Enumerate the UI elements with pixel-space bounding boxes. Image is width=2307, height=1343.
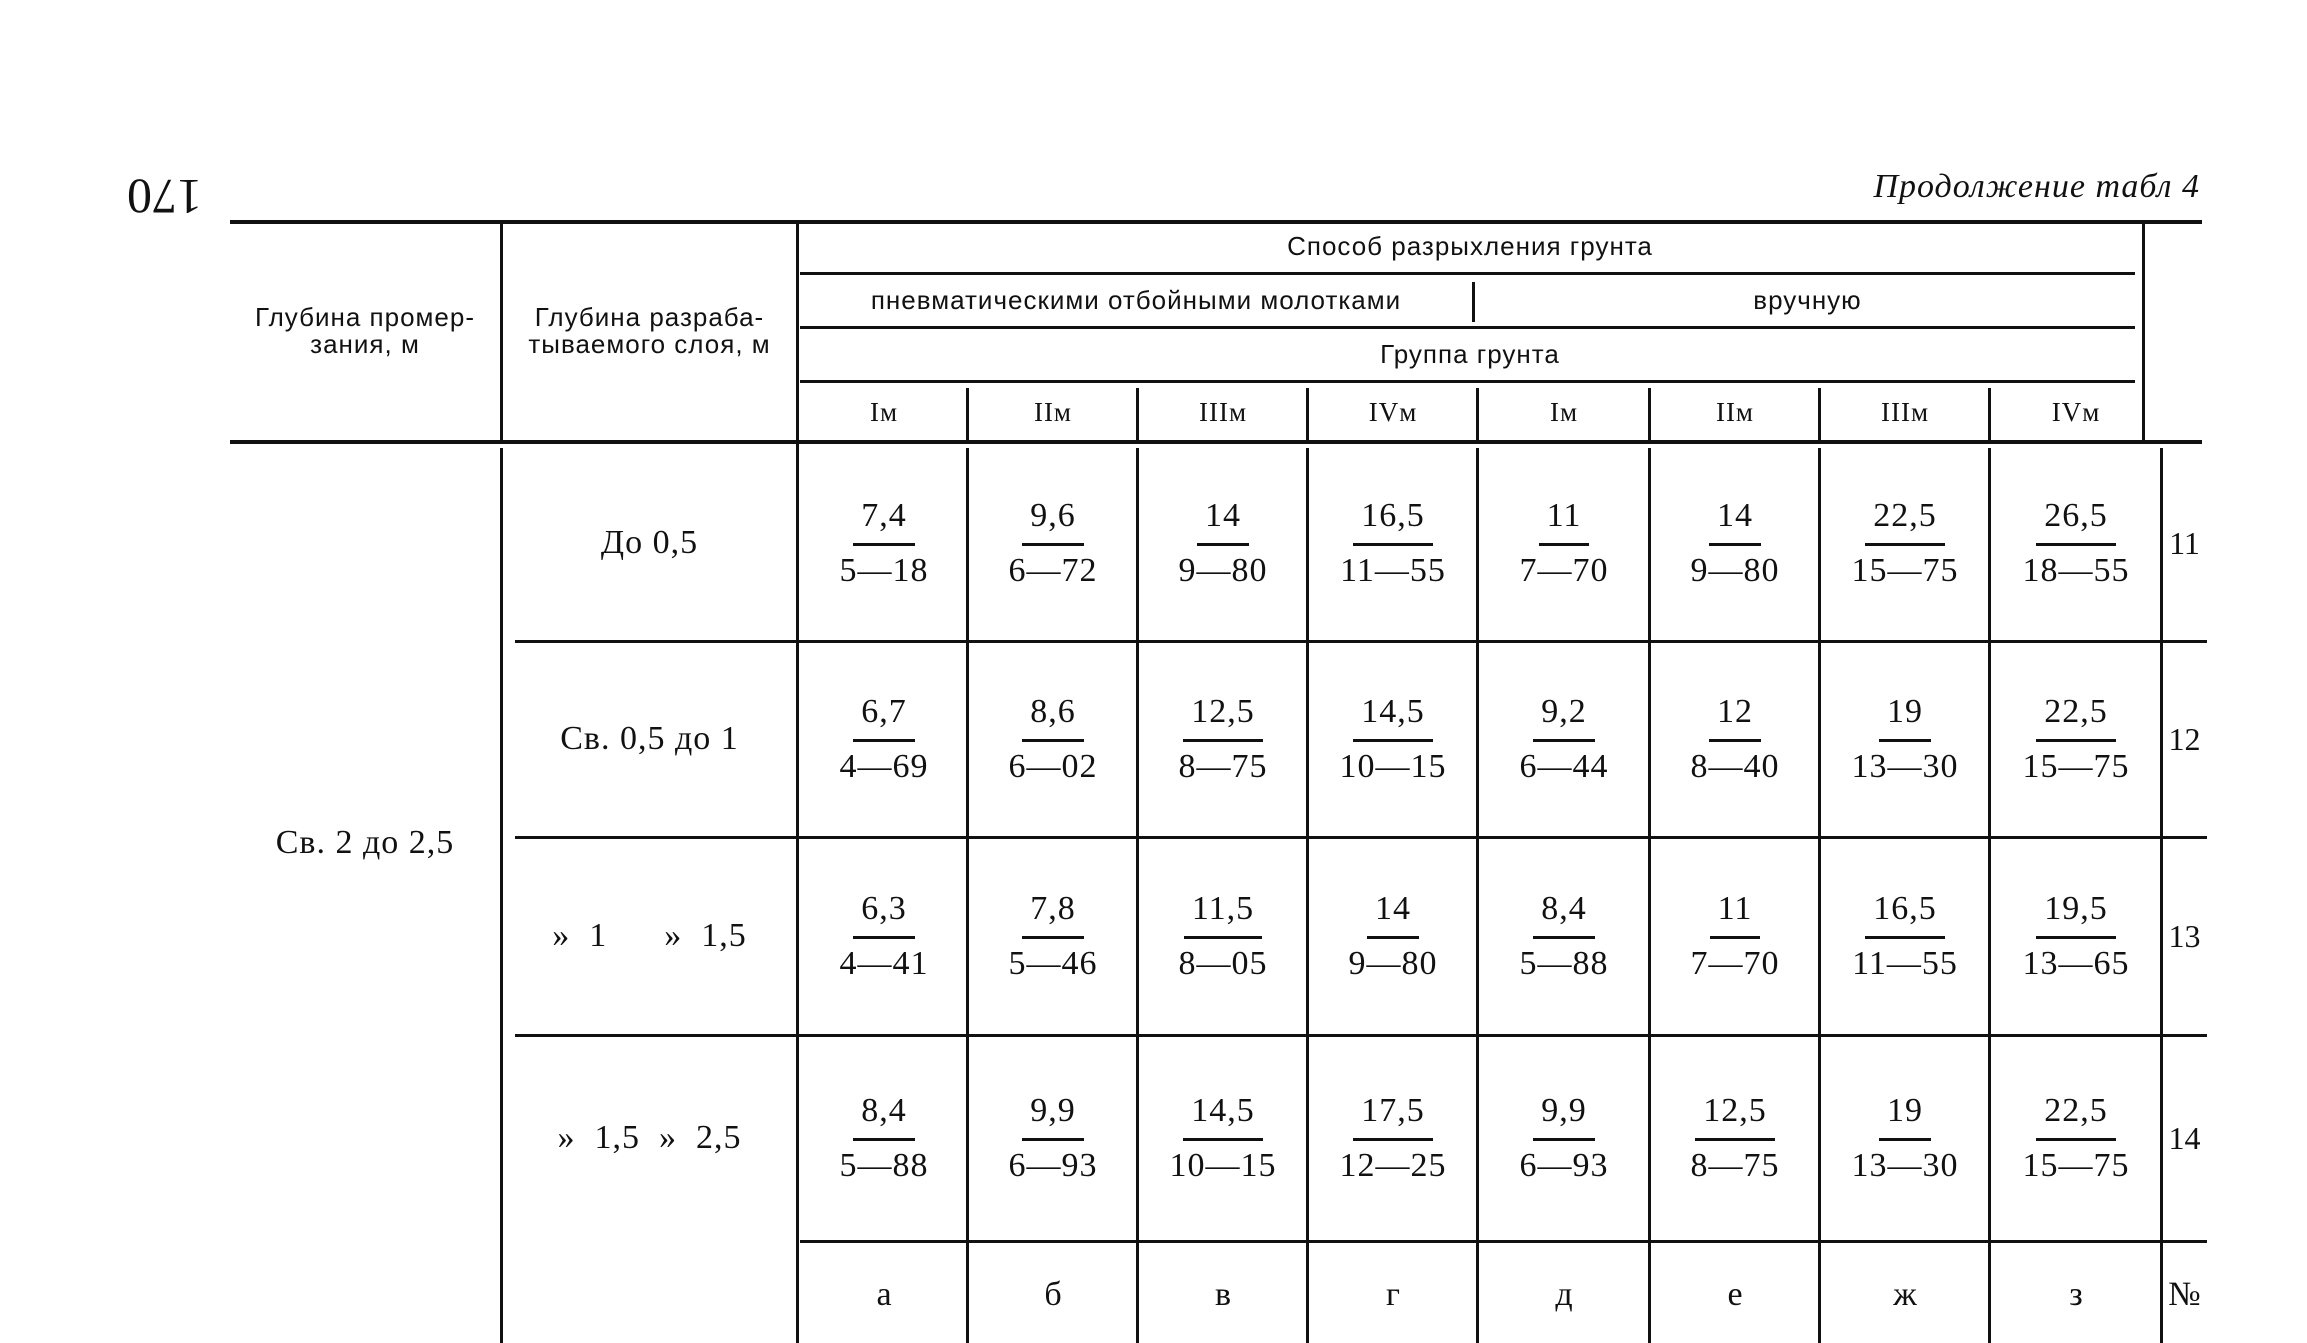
fraction-numerator: 11 [1710, 890, 1761, 939]
fraction [1009, 1092, 1098, 1185]
fraction-numerator: 12 [1709, 693, 1761, 742]
fraction [1170, 1092, 1277, 1185]
header-group-3: IIIм [1198, 396, 1248, 427]
fraction-denominator: 12—25 [1339, 1146, 1447, 1184]
fraction [1340, 497, 1446, 590]
fraction-numerator: 12,5 [1183, 693, 1263, 742]
fraction-denominator: 13—30 [1851, 1146, 1959, 1184]
table-cell [1820, 1038, 1990, 1238]
page-number: 170 [127, 169, 202, 225]
fraction-numerator: 9,2 [1533, 693, 1595, 742]
fraction [2023, 1092, 2130, 1185]
table-rule [796, 222, 799, 1343]
table-cell [1990, 840, 2162, 1032]
header-bottom-rule [230, 440, 2202, 444]
fraction [1520, 1092, 1609, 1185]
fraction-denominator: 15—75 [2022, 747, 2130, 785]
fraction [1179, 497, 1268, 590]
fraction [1340, 693, 1447, 786]
table-cell [968, 1038, 1138, 1238]
row-number-3: 13 [2168, 917, 2201, 954]
fraction-denominator: 5—88 [839, 1146, 929, 1184]
fraction-numerator: 19 [1879, 1092, 1931, 1141]
fraction-numerator: 7,4 [853, 497, 915, 546]
fraction-numerator: 8,6 [1022, 693, 1084, 742]
fraction-denominator: 8—75 [1178, 747, 1268, 785]
column-letter-8: з [2069, 1276, 2083, 1313]
fraction [840, 497, 929, 590]
fraction-numerator: 12,5 [1695, 1092, 1775, 1141]
table-cell [1138, 1038, 1308, 1238]
column-letter-2: б [1044, 1276, 1062, 1313]
column-letter-6: е [1727, 1276, 1743, 1313]
fraction [1520, 497, 1609, 590]
fraction-denominator: 6—93 [1519, 1146, 1609, 1184]
header-layer-depth: Глубина разраба- тываемого слоя, м [528, 301, 771, 359]
header-soil-group: Группа грунта [1380, 339, 1560, 370]
fraction-denominator: 5—46 [1008, 944, 1098, 982]
table-cell [1650, 840, 1820, 1032]
fraction [1691, 1092, 1780, 1185]
fraction [2023, 693, 2130, 786]
table-rule [515, 640, 2207, 643]
fraction [840, 1092, 929, 1185]
header-group-1: Iм [869, 396, 899, 427]
layer-depth-row-2: Св. 0,5 до 1 [560, 720, 739, 757]
fraction [1520, 890, 1609, 983]
fraction-numerator: 22,5 [2036, 1092, 2116, 1141]
fraction-denominator: 9—80 [1178, 551, 1268, 589]
header-group-4: IVм [1368, 396, 1418, 427]
fraction-denominator: 13—65 [2022, 944, 2130, 982]
fraction-denominator: 8—40 [1690, 747, 1780, 785]
table-cell [1650, 644, 1820, 834]
fraction [1179, 890, 1268, 983]
table-cell [800, 644, 968, 834]
fraction [1691, 693, 1780, 786]
table-cell [1990, 644, 2162, 834]
table-rule [800, 1240, 2207, 1243]
fraction-denominator: 7—70 [1519, 551, 1609, 589]
layer-depth-row-3: » 1 » 1,5 [552, 917, 747, 954]
fraction [1009, 890, 1098, 983]
header-group-7: IIIм [1880, 396, 1930, 427]
table-rule [800, 326, 2135, 329]
fraction-denominator: 9—80 [1690, 551, 1780, 589]
fraction-numerator: 19,5 [2036, 890, 2116, 939]
fraction-numerator: 9,9 [1533, 1092, 1595, 1141]
table-continuation-title: Продолжение табл 4 [1873, 168, 2200, 205]
table-cell [1478, 840, 1650, 1032]
table-rule [800, 380, 2135, 383]
header-freeze-depth: Глубина промер- зания, м [255, 301, 475, 359]
fraction-denominator: 6—44 [1519, 747, 1609, 785]
column-letter-3: в [1214, 1276, 1232, 1313]
fraction-numerator: 19 [1879, 693, 1931, 742]
fraction-denominator: 9—80 [1348, 944, 1438, 982]
fraction [840, 693, 929, 786]
number-sign: № [2168, 1276, 2201, 1313]
fraction-denominator: 4—41 [839, 944, 929, 982]
fraction-numerator: 11,5 [1184, 890, 1262, 939]
fraction-denominator: 7—70 [1690, 944, 1780, 982]
fraction-denominator: 10—15 [1339, 747, 1447, 785]
fraction-denominator: 6—72 [1008, 551, 1098, 589]
header-group-5: Iм [1549, 396, 1579, 427]
fraction [1179, 693, 1268, 786]
fraction [1691, 497, 1780, 590]
table-cell [1650, 448, 1820, 638]
table-rule [515, 836, 2207, 839]
table-cell [1820, 448, 1990, 638]
column-letter-1: а [876, 1276, 892, 1313]
column-letter-7: ж [1893, 1276, 1917, 1313]
table-cell [968, 644, 1138, 834]
fraction [1852, 890, 1958, 983]
fraction-denominator: 6—93 [1008, 1146, 1098, 1184]
table-cell [1820, 644, 1990, 834]
table-cell [1308, 840, 1478, 1032]
fraction-denominator: 5—88 [1519, 944, 1609, 982]
fraction-numerator: 8,4 [853, 1092, 915, 1141]
fraction-denominator: 11—55 [1852, 944, 1958, 982]
fraction-numerator: 17,5 [1353, 1092, 1433, 1141]
fraction-numerator: 14,5 [1183, 1092, 1263, 1141]
fraction-numerator: 6,7 [853, 693, 915, 742]
table-cell [1478, 644, 1650, 834]
fraction-numerator: 16,5 [1865, 890, 1945, 939]
row-number-4: 14 [2168, 1119, 2201, 1156]
table-cell [968, 840, 1138, 1032]
fraction-numerator: 7,8 [1022, 890, 1084, 939]
layer-depth-row-1: До 0,5 [600, 524, 699, 561]
table-cell [1308, 1038, 1478, 1238]
fraction [1852, 1092, 1959, 1185]
fraction [2023, 890, 2130, 983]
fraction-denominator: 13—30 [1851, 747, 1959, 785]
fraction-numerator: 14 [1367, 890, 1419, 939]
fraction-numerator: 9,6 [1022, 497, 1084, 546]
table-cell [1138, 840, 1308, 1032]
column-letter-5: д [1555, 1276, 1573, 1313]
table-cell [1990, 448, 2162, 638]
fraction-numerator: 14 [1709, 497, 1761, 546]
table-cell [1138, 448, 1308, 638]
fraction [840, 890, 929, 983]
row-number-1: 11 [2169, 524, 2200, 561]
layer-depth-row-4: » 1,5 » 2,5 [557, 1119, 742, 1156]
fraction-numerator: 26,5 [2036, 497, 2116, 546]
fraction [1009, 693, 1098, 786]
fraction [1009, 497, 1098, 590]
fraction [1340, 1092, 1447, 1185]
fraction-numerator: 22,5 [1865, 497, 1945, 546]
fraction-denominator: 8—75 [1690, 1146, 1780, 1184]
table-cell [1990, 1038, 2162, 1238]
header-group-2: IIм [1033, 396, 1073, 427]
fraction-denominator: 15—75 [2022, 1146, 2130, 1184]
table-cell [1308, 644, 1478, 834]
fraction-numerator: 16,5 [1353, 497, 1433, 546]
table-cell [1478, 448, 1650, 638]
table-cell [800, 448, 968, 638]
table-rule [800, 272, 2135, 275]
header-loosening-method: Способ разрыхления грунта [1287, 231, 1653, 262]
fraction-numerator: 8,4 [1533, 890, 1595, 939]
fraction [2023, 497, 2130, 590]
fraction [1852, 497, 1959, 590]
fraction-denominator: 11—55 [1340, 551, 1446, 589]
fraction-denominator: 18—55 [2022, 551, 2130, 589]
table-cell [800, 840, 968, 1032]
table-cell [1820, 840, 1990, 1032]
fraction-numerator: 22,5 [2036, 693, 2116, 742]
table-cell [1308, 448, 1478, 638]
fraction-numerator: 14,5 [1353, 693, 1433, 742]
row-number-2: 12 [2168, 720, 2201, 757]
fraction [1852, 693, 1959, 786]
header-pneumatic: пневматическими отбойными молотками [870, 285, 1402, 316]
fraction-denominator: 6—02 [1008, 747, 1098, 785]
table-cell [1138, 644, 1308, 834]
table-cell [1478, 1038, 1650, 1238]
fraction-denominator: 15—75 [1851, 551, 1959, 589]
fraction [1349, 890, 1438, 983]
column-letter-4: г [1386, 1276, 1400, 1313]
fraction-numerator: 6,3 [853, 890, 915, 939]
fraction-numerator: 14 [1197, 497, 1249, 546]
freeze-depth-value: Св. 2 до 2,5 [275, 824, 455, 861]
fraction-numerator: 9,9 [1022, 1092, 1084, 1141]
header-group-6: IIм [1715, 396, 1755, 427]
fraction [1520, 693, 1609, 786]
fraction-numerator: 11 [1539, 497, 1590, 546]
table-cell [800, 1038, 968, 1238]
fraction-denominator: 4—69 [839, 747, 929, 785]
fraction-denominator: 10—15 [1169, 1146, 1277, 1184]
header-manual: вручную [1753, 285, 1862, 316]
table-rule [515, 1034, 2207, 1037]
fraction-denominator: 5—18 [839, 551, 929, 589]
header-group-8: IVм [2051, 396, 2101, 427]
table-cell [968, 448, 1138, 638]
table-cell [1650, 1038, 1820, 1238]
fraction-denominator: 8—05 [1178, 944, 1268, 982]
fraction [1691, 890, 1780, 983]
